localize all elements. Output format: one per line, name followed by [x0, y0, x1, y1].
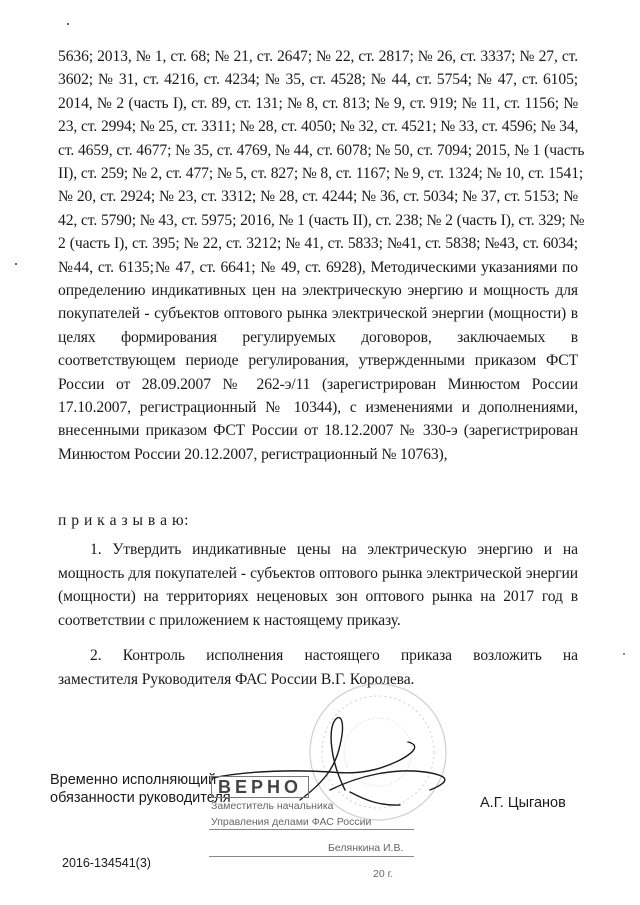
text-line: 2. Контроль исполнения настоящего приказа возложить на [90, 647, 578, 664]
text-line: 2 (часть I), ст. 395; № 22, ст. 3212; № 41, ст. 5833; №41, ст. 5838; №43, ст. 6034; [58, 235, 578, 253]
text-line: (мощности) на территориях неценовых зон оптового рынка на 2017 год в [58, 588, 578, 606]
stamp-line-4: 20 г. [373, 868, 394, 880]
text-line: определению индикативных цен на электрическую энергию и мощность для [58, 282, 578, 299]
text-line: 17.10.2007, регистрационный № 10344), с изменениями и дополнениями, [58, 399, 578, 416]
text-line: 23, ст. 2994; № 25, ст. 3311; № 28, ст. 4050; № 32, ст. 4521; № 33, ст. 4596; № 34, [58, 118, 579, 136]
text-line: внесенными приказом ФСТ России от 18.12.2007 № 330-э (зарегистрирован [58, 422, 578, 440]
text-line: покупателей - субъектов оптового рынка электрической энергии (мощности) в [58, 305, 578, 323]
stamp-line-2: Управления делами ФАС России [211, 816, 372, 828]
text-line: 42, ст. 5790; № 43, ст. 5975; 2016, № 1 (часть II), ст. 238; № 2 (часть I), ст. 329; № [58, 211, 585, 229]
signatory-title-line-2: обязанности руководителя [50, 790, 231, 806]
text-line: мощность для покупателей - субъектов оптового рынка электрической энергии [58, 564, 578, 582]
stamp-title: ВЕРНО [211, 776, 309, 798]
document-number: 2016-134541(3) [62, 856, 151, 870]
text-line: II), ст. 259; № 2, ст. 477; № 5, ст. 827; № 8, ст. 1167; № 9, ст. 1324; № 10, ст. 1541; [58, 165, 584, 182]
text-line: 1. Утвердить индикативные цены на электрическую энергию и на [90, 541, 578, 558]
text-line: № 20, ст. 2924; № 23, ст. 3312; № 28, ст. 4244; № 36, ст. 5034; № 37, ст. 5153; № [58, 188, 578, 206]
text-line: целях формирования регулируемых договоров, заключаемых в [58, 328, 578, 346]
text-line: России от 28.09.2007 № 262-э/11 (зарегистрирован Минюстом России [58, 375, 578, 393]
text-line: ст. 4659, ст. 4677; № 35, ст. 4769, № 44, ст. 6078; № 50, ст. 7094; 2015, № 1 (часть [58, 141, 585, 159]
text-line: Минюстом России 20.12.2007, регистрационный № 10763), [58, 445, 448, 463]
text-line: 5636; 2013, № 1, ст. 68; № 21, ст. 2647; № 22, ст. 2817; № 26, ст. 3337; № 27, ст. [58, 48, 578, 65]
signatory-name: А.Г. Цыганов [480, 795, 566, 811]
stamp-line-1: Заместитель начальника [211, 800, 334, 812]
text-line: 2014, № 2 (часть I), ст. 89, ст. 131; № 8, ст. 813; № 9, ст. 919; № 11, ст. 1156; № [58, 94, 578, 112]
text-line: соответствующем периоде регулирования, утвержденными приказом ФСТ [58, 352, 578, 370]
text-line: №44, ст. 6135;№ 47, ст. 6641; № 49, ст. 6928), Методическими указаниями по [58, 258, 578, 276]
text-line: соответствии с приложением к настоящему приказу. [58, 611, 401, 629]
text-line: 3602; № 31, ст. 4216, ст. 4234; № 35, ст. 4528; № 44, ст. 5754; № 47, ст. 6105; [58, 71, 578, 89]
stamp-line-3: Белянкина И.В. [328, 842, 404, 854]
order-word: п р и к а з ы в а ю: [58, 512, 189, 529]
signatory-title-line-1: Временно исполняющий [50, 772, 217, 788]
text-line: заместителя Руководителя ФАС России В.Г. Королева. [58, 671, 415, 688]
